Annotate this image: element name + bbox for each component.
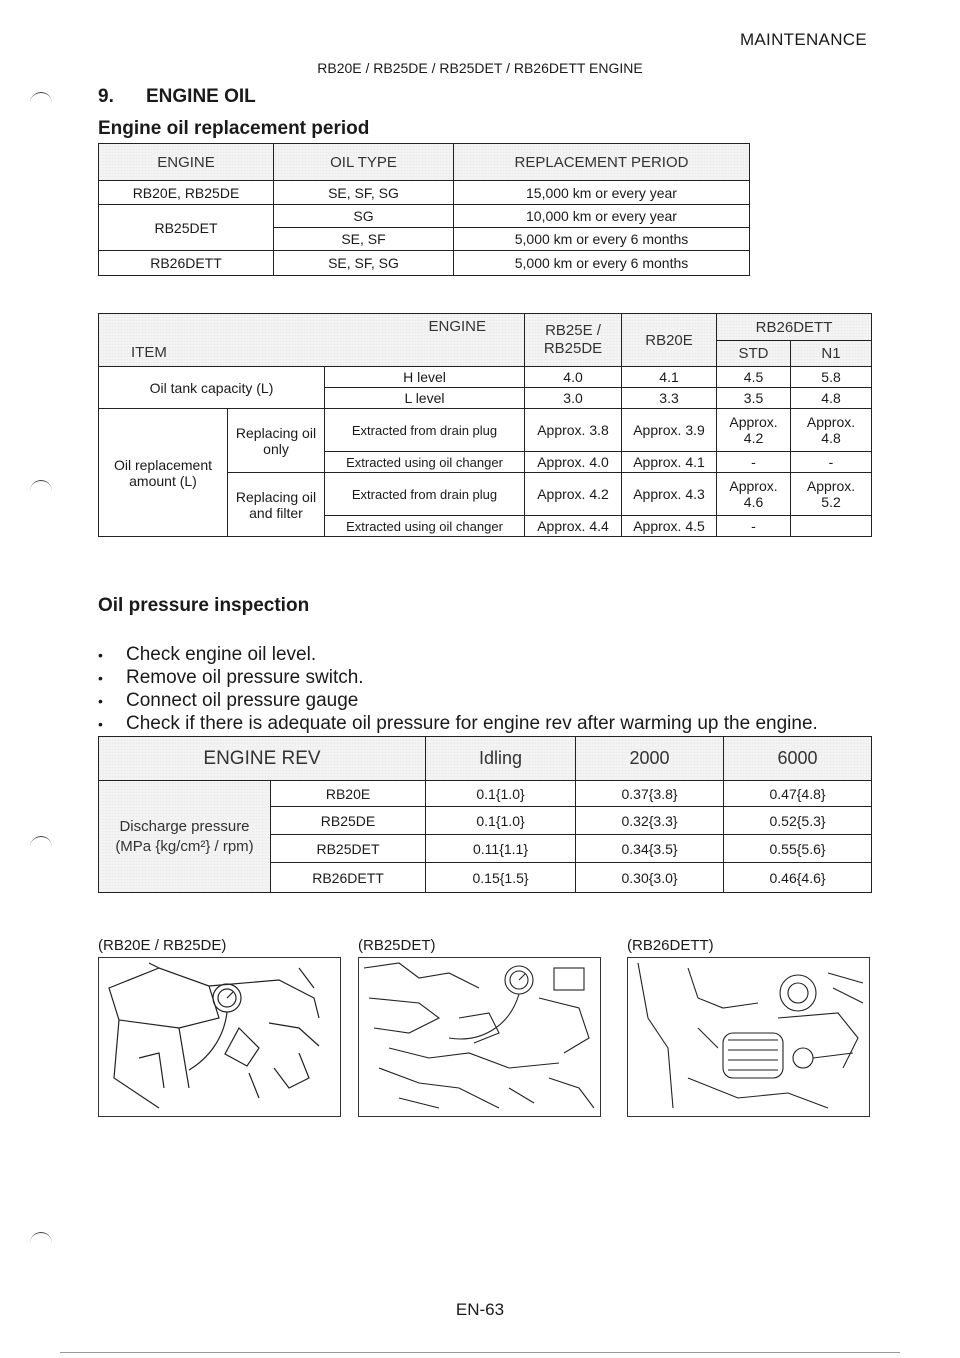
table-cell: Approx. 4.5 [622,516,717,537]
section-title-text: ENGINE OIL [146,86,256,107]
table-cell: Extracted using oil changer [325,516,525,537]
table-cell: 5,000 km or every 6 months [454,228,750,251]
oil-pressure-gauge-illustration [359,958,600,1116]
header-2000: 2000 [576,737,724,781]
table-cell: L level [325,388,525,409]
table-cell: 4.8 [791,388,872,409]
table-cell: 0.46{4.6} [724,863,872,893]
header-idling: Idling [426,737,576,781]
table-cell [791,516,872,537]
oil-pressure-gauge-illustration [628,958,869,1116]
table-cell: 0.11{1.1} [426,835,576,863]
replacement-heading: Engine oil replacement period [98,118,370,139]
table-cell: RB25DET [99,205,274,251]
header-engine: ENGINE [99,144,274,181]
figure-rb26dett-gauge [627,957,870,1117]
section-number: 9. [98,86,114,107]
header-engine-rev: ENGINE REV [99,737,426,781]
margin-mark [30,1232,52,1243]
header-oil-type: OIL TYPE [274,144,454,181]
table-cell: Approx. 3.8 [525,409,622,452]
list-item: • Remove oil pressure switch. [98,667,364,688]
table-cell: 3.3 [622,388,717,409]
table-cell: 0.37{3.8} [576,781,724,807]
table-cell: 0.55{5.6} [724,835,872,863]
list-item: • Connect oil pressure gauge [98,690,359,711]
table-cell: Approx. 4.3 [622,473,717,516]
oil-capacity-table [98,313,872,537]
bottom-rule [60,1352,900,1353]
section-title [98,86,256,108]
header-rb26: RB26DETT [717,314,872,341]
table-cell: 0.32{3.3} [576,807,724,835]
table-cell: Approx. 5.2 [791,473,872,516]
table-cell: 3.5 [717,388,791,409]
replacement-period-table [98,143,750,276]
table-cell: Approx. 4.1 [622,452,717,473]
table-cell: H level [325,367,525,388]
table-cell: SE, SF, SG [274,251,454,276]
header-6000: 6000 [724,737,872,781]
table-cell: 0.1{1.0} [426,781,576,807]
oil-only-label: Replacing oil only [228,409,325,473]
oil-pressure-table [98,736,872,893]
table-cell: 4.1 [622,367,717,388]
table-cell: 0.30{3.0} [576,863,724,893]
table-cell: SG [274,205,454,228]
table-cell: RB20E, RB25DE [99,181,274,205]
table-cell: 5.8 [791,367,872,388]
header-std: STD [717,341,791,367]
margin-mark [30,92,52,103]
header-n1: N1 [791,341,872,367]
table-cell: Extracted from drain plug [325,409,525,452]
item-engine-header [99,314,525,367]
table-cell: Approx. 3.9 [622,409,717,452]
table-cell: 4.5 [717,367,791,388]
table-cell: 0.52{5.3} [724,807,872,835]
table-cell: RB26DETT [271,863,426,893]
inspection-steps [98,643,818,735]
inspection-heading: Oil pressure inspection [98,595,310,616]
replacement-amount-label: Oil replacement amount (L) [99,409,228,537]
table-cell: Approx. 4.4 [525,516,622,537]
table-cell: 4.0 [525,367,622,388]
table-cell: 15,000 km or every year [454,181,750,205]
discharge-pressure-label: Discharge pressure (MPa {kg/cm²} / rpm) [99,781,271,893]
table-cell: - [717,452,791,473]
table-cell: 0.34{3.5} [576,835,724,863]
table-cell: RB25DE [271,807,426,835]
table-cell: RB25DET [271,835,426,863]
figure-caption-rb25det: (RB25DET) [358,937,436,954]
table-cell: 0.47{4.8} [724,781,872,807]
header-rb20: RB20E [622,314,717,367]
tank-capacity-label: Oil tank capacity (L) [99,367,325,409]
table-cell: - [717,516,791,537]
header-replacement-period: REPLACEMENT PERIOD [454,144,750,181]
table-cell: 5,000 km or every 6 months [454,251,750,276]
table-cell: 0.15{1.5} [426,863,576,893]
table-cell: RB26DETT [99,251,274,276]
table-cell: SE, SF, SG [274,181,454,205]
table-cell: Approx. 4.2 [717,409,791,452]
figure-rb25det-gauge [358,957,601,1117]
table-cell: Approx. 4.6 [717,473,791,516]
margin-mark [30,480,52,491]
oil-and-filter-label: Replacing oil and filter [228,473,325,537]
header-engine: ENGINE [428,318,487,335]
list-item: • Check engine oil level. [98,644,317,665]
table-cell: Extracted from drain plug [325,473,525,516]
figure-caption-rb26dett: (RB26DETT) [627,937,714,954]
table-cell: 0.1{1.0} [426,807,576,835]
table-cell: Approx. 4.8 [791,409,872,452]
table-cell: RB20E [271,781,426,807]
table-cell: 3.0 [525,388,622,409]
table-cell: Approx. 4.2 [525,473,622,516]
table-cell: - [791,452,872,473]
list-item: • Check if there is adequate oil pressure for engine rev after warming up the engine. [98,713,818,734]
table-cell: SE, SF [274,228,454,251]
table-cell: 10,000 km or every year [454,205,750,228]
section-header: MAINTENANCE [739,30,867,49]
engine-header: RB20E / RB25DE / RB25DET / RB26DETT ENGINE [317,60,643,76]
header-item: ITEM [131,344,167,361]
table-cell: Approx. 4.0 [525,452,622,473]
oil-pressure-gauge-illustration [99,958,340,1116]
header-rb25: RB25E / RB25DE [525,314,622,367]
margin-mark [30,836,52,847]
table-cell: Extracted using oil changer [325,452,525,473]
figure-caption-rb20e: (RB20E / RB25DE) [98,937,227,954]
page-number: EN-63 [455,1300,505,1319]
figure-rb20e-gauge [98,957,341,1117]
